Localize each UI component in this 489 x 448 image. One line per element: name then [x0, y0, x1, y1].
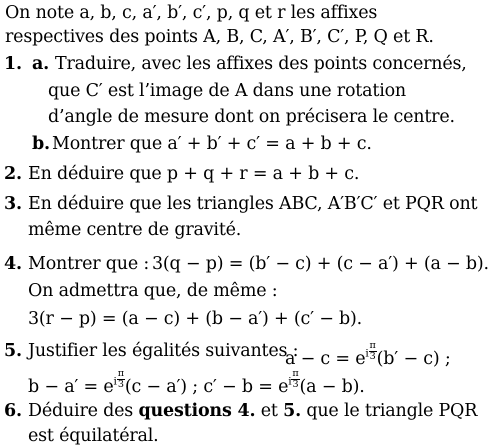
q2-text: En déduire que p + q + r = a + b + c. [28, 164, 360, 184]
q1a-line-1: Traduire, avec les affixes des points concernés, [55, 54, 467, 74]
q4-equation-2: 3(r − p) = (a − c) + (b − a′) + (c′ − b). [28, 309, 363, 329]
q3-number: 3. [4, 194, 22, 214]
q3-line-1: En déduire que les triangles ABC, A′B′C′ et PQR ont [28, 194, 478, 214]
q5-eq1-left: a − c = e [285, 348, 366, 369]
q4-line-2: On admettra que, de même : [28, 281, 278, 301]
pi-over-3-fraction: $\frac{\pi}{3}$ [292, 368, 299, 390]
exp-i-icon: i [288, 375, 292, 388]
q5-number: 5. [4, 341, 22, 361]
q6-line-2: est équilatéral. [28, 426, 159, 446]
q4-number: 4. [4, 254, 22, 274]
q5-equation-1 [285, 341, 451, 370]
q2-number: 2. [4, 164, 22, 184]
q5-eq2-mid: (c − a′) ; c′ − b = e [124, 376, 289, 397]
q5-eq2-left: b − a′ = e [28, 376, 114, 397]
q1-number: 1. [4, 54, 22, 74]
exp-i-icon: i [365, 347, 369, 360]
q6-line-1: Déduire des questions 4. et 5. que le triangle PQR [28, 401, 478, 421]
intro-line-1: On note a, b, c, a′, b′, c′, p, q et r les affixes [5, 3, 378, 23]
q5-equation-2 [28, 369, 365, 398]
q1b-marker: b. [32, 134, 50, 154]
q5-eq1-right: (b′ − c) ; [376, 348, 451, 369]
q5-eq2-right: (a − b). [299, 376, 365, 397]
q1b-text: Montrer que a′ + b′ + c′ = a + b + c. [52, 134, 372, 154]
q6-number: 6. [4, 401, 22, 421]
q5-line-1-text: Justifier les égalités suivantes : [28, 341, 299, 361]
q1a-line-2: que C′ est l’image de A dans une rotation [48, 81, 406, 101]
pi-over-3-fraction: $\frac{\pi}{3}$ [369, 340, 376, 362]
pi-over-3-fraction: $\frac{\pi}{3}$ [117, 368, 124, 390]
q4-equation-1: 3(q − p) = (b′ − c) + (c − a′) + (a − b). [152, 254, 489, 274]
q6-ref-questions: questions 4. [138, 401, 256, 421]
q1a-marker: a. [32, 54, 50, 74]
exp-i-icon: i [113, 375, 117, 388]
q3-line-2: même centre de gravité. [28, 220, 242, 240]
q4-line-1-text: Montrer que : [28, 254, 150, 274]
q1a-line-3: d’angle de mesure dont on précisera le centre. [48, 107, 455, 127]
q6-ref-5: 5. [283, 401, 301, 421]
intro-line-2: respectives des points A, B, C, A′, B′, C′, P, Q et R. [5, 27, 434, 47]
